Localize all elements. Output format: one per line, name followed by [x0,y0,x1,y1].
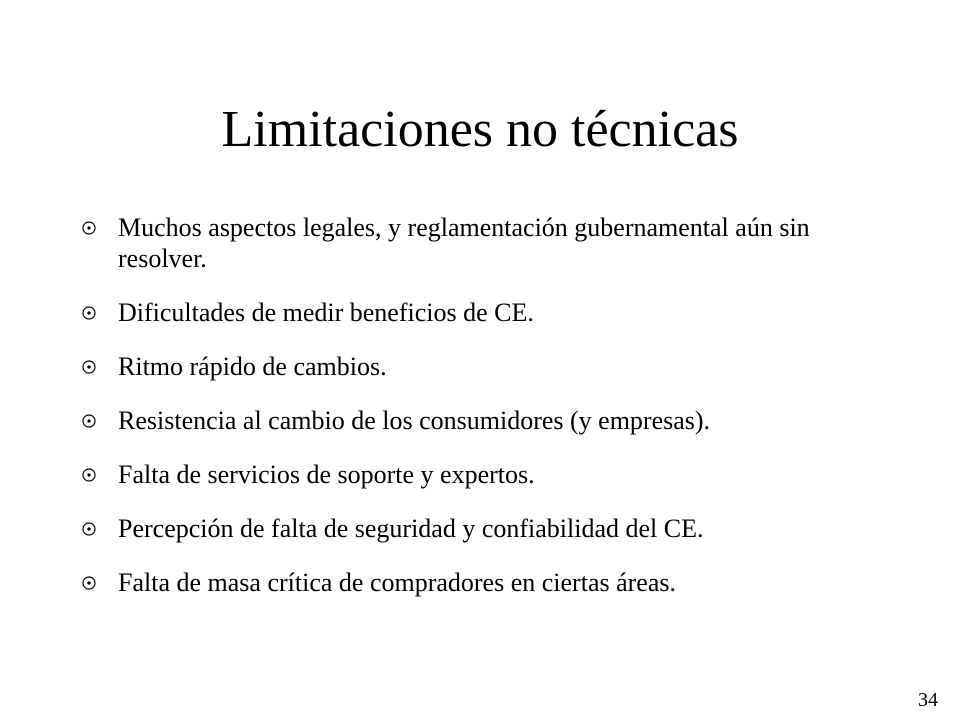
bullet-item [80,513,880,544]
bullet-list [80,212,880,621]
bullet-item [80,212,880,274]
circled-dot-icon [82,221,96,235]
bullet-text: Ritmo rápido de cambios. [118,352,387,381]
bullet-item [80,405,880,436]
bullet-text: Resistencia al cambio de los consumidores (y empresas). [118,406,711,435]
bullet-item [80,567,880,598]
bullet-item [80,351,880,382]
circled-dot-icon [82,576,96,590]
bullet-text: Percepción de falta de seguridad y confiabilidad del CE. [118,514,704,543]
bullet-text: Falta de servicios de soporte y expertos. [118,460,535,489]
bullet-item [80,459,880,490]
circled-dot-icon [82,468,96,482]
circled-dot-icon [82,360,96,374]
bullet-text: Muchos aspectos legales, y reglamentación gubernamental aún sin resolver. [118,213,810,273]
bullet-text: Falta de masa crítica de compradores en ciertas áreas. [118,568,676,597]
circled-dot-icon [82,306,96,320]
circled-dot-icon [82,414,96,428]
circled-dot-icon [82,522,96,536]
page-number: 34 [918,689,938,711]
bullet-item [80,297,880,328]
slide-title: Limitaciones no técnicas [221,101,739,158]
bullet-text: Dificultades de medir beneficios de CE. [118,298,534,327]
